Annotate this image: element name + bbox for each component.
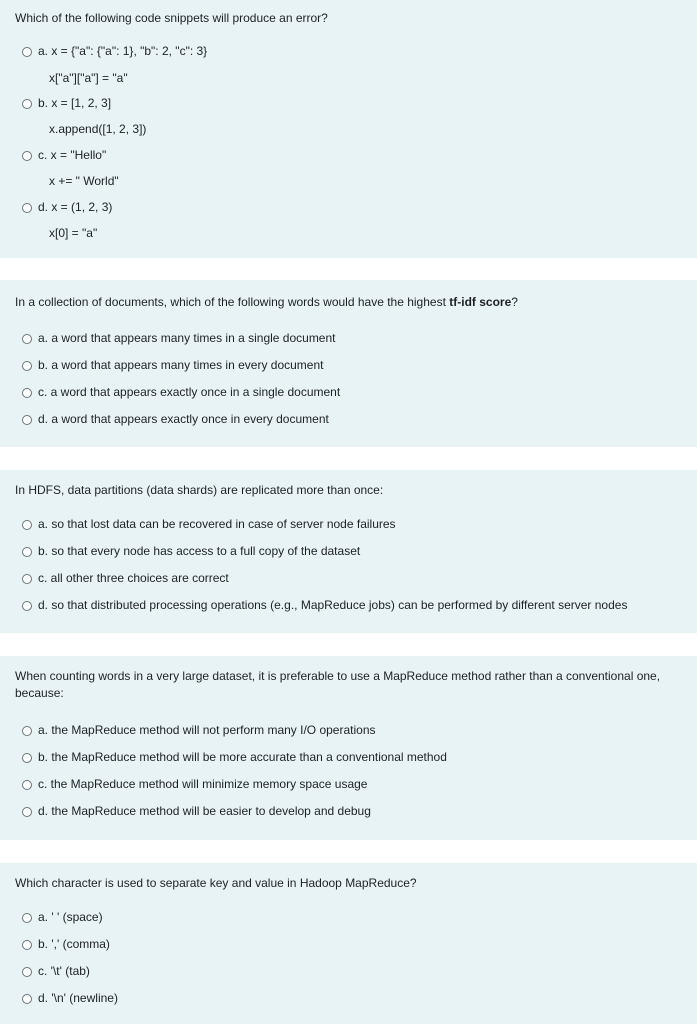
question-text	[15, 294, 518, 311]
option-label-d: d. a word that appears exactly once in every document	[38, 412, 329, 426]
option-label-b: b. so that every node has access to a full copy of the dataset	[38, 544, 361, 558]
radio-option-b[interactable]	[22, 940, 32, 950]
radio-option-d[interactable]	[22, 415, 32, 425]
question-text: In HDFS, data partitions (data shards) are replicated more than once:	[15, 483, 384, 497]
question-card-4	[0, 656, 697, 840]
radio-option-c[interactable]	[22, 780, 32, 790]
option-code-a: x["a"]["a"] = "a"	[49, 71, 128, 85]
radio-option-d[interactable]	[22, 994, 32, 1004]
radio-option-d[interactable]	[22, 203, 32, 213]
option-label-b: b. x = [1, 2, 3]	[38, 96, 112, 110]
question-text: Which character is used to separate key and value in Hadoop MapReduce?	[15, 876, 417, 890]
option-label-d: d. '\n' (newline)	[38, 991, 118, 1005]
radio-option-b[interactable]	[22, 99, 32, 109]
option-label-c: c. the MapReduce method will minimize memory space usage	[38, 777, 368, 791]
option-label-b: b. a word that appears many times in every document	[38, 358, 324, 372]
option-label-d: d. x = (1, 2, 3)	[38, 200, 113, 214]
option-label-d: d. so that distributed processing operations (e.g., MapReduce jobs) can be performed by different server nodes	[38, 598, 628, 612]
radio-option-a[interactable]	[22, 726, 32, 736]
question-text: Which of the following code snippets will produce an error?	[15, 11, 328, 25]
option-code-c: x += " World"	[49, 174, 119, 188]
question-card-2	[0, 280, 697, 447]
question-card-1	[0, 0, 697, 258]
radio-option-a[interactable]	[22, 47, 32, 57]
option-code-d: x[0] = "a"	[49, 226, 98, 240]
option-label-c: c. a word that appears exactly once in a single document	[38, 385, 341, 399]
question-card-5	[0, 863, 697, 1024]
radio-option-a[interactable]	[22, 334, 32, 344]
question-text-pre: In a collection of documents, which of the following words would have the highest	[15, 295, 450, 309]
question-text-line-2: because:	[15, 686, 64, 700]
question-text-line-1: When counting words in a very large dataset, it is preferable to use a MapReduce method rather than a conventional one,	[15, 669, 661, 683]
radio-option-a[interactable]	[22, 913, 32, 923]
option-label-c: c. x = "Hello"	[38, 148, 107, 162]
radio-option-c[interactable]	[22, 388, 32, 398]
option-code-b: x.append([1, 2, 3])	[49, 122, 147, 136]
radio-option-b[interactable]	[22, 361, 32, 371]
option-label-c: c. '\t' (tab)	[38, 964, 90, 978]
radio-option-c[interactable]	[22, 967, 32, 977]
question-card-3	[0, 470, 697, 633]
radio-option-c[interactable]	[22, 574, 32, 584]
option-label-a: a. the MapReduce method will not perform many I/O operations	[38, 723, 376, 737]
radio-option-d[interactable]	[22, 807, 32, 817]
option-label-c: c. all other three choices are correct	[38, 571, 229, 585]
option-label-b: b. ',' (comma)	[38, 937, 110, 951]
question-text-bold: tf-idf score	[449, 295, 512, 309]
option-label-a: a. ' ' (space)	[38, 910, 103, 924]
option-label-b: b. the MapReduce method will be more accurate than a conventional method	[38, 750, 447, 764]
radio-option-d[interactable]	[22, 601, 32, 611]
option-label-a: a. a word that appears many times in a single document	[38, 331, 336, 345]
radio-option-c[interactable]	[22, 151, 32, 161]
option-label-a: a. so that lost data can be recovered in case of server node failures	[38, 517, 396, 531]
radio-option-a[interactable]	[22, 520, 32, 530]
option-label-a: a. x = {"a": {"a": 1}, "b": 2, "c": 3}	[38, 44, 208, 58]
option-label-d: d. the MapReduce method will be easier to develop and debug	[38, 804, 371, 818]
question-text-post: ?	[511, 295, 518, 309]
radio-option-b[interactable]	[22, 753, 32, 763]
radio-option-b[interactable]	[22, 547, 32, 557]
